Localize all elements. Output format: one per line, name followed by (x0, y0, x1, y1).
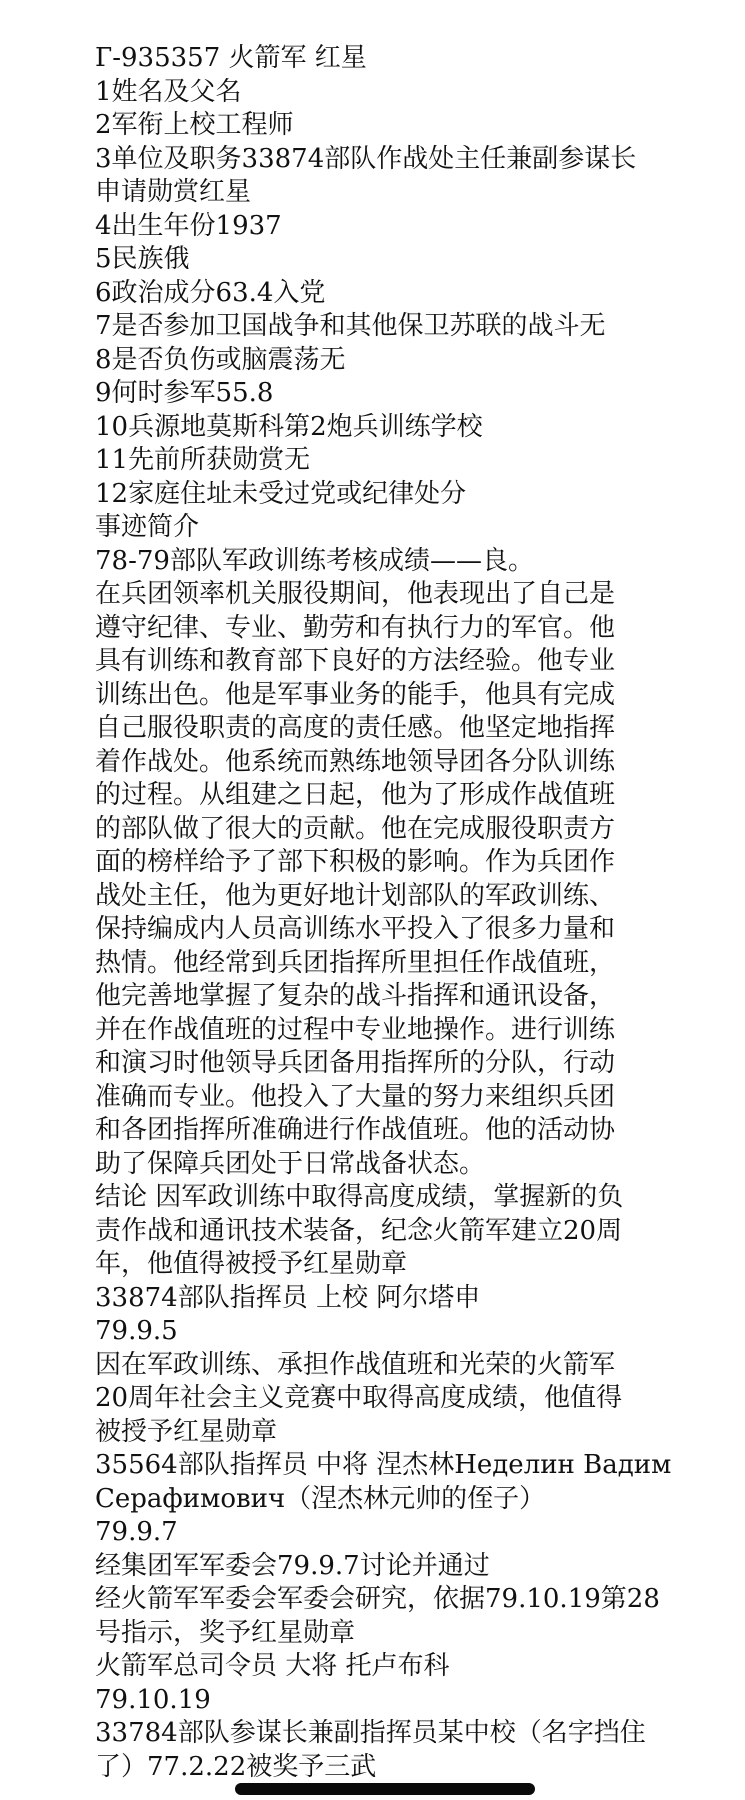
approval-line: 经火箭军军委会军委会研究，依据79.10.19第28 (95, 1584, 660, 1614)
body-line: 的过程。从组建之日起，他为了形成作战值班 (95, 780, 616, 810)
body-line: 具有训练和教育部下良好的方法经验。他专业 (95, 646, 616, 676)
body-line: 和各团指挥所准确进行作战值班。他的活动协 (95, 1115, 616, 1145)
body-line: 战处主任，他为更好地计划部队的军政训练、 (95, 880, 616, 911)
note-line: 33784部队参谋长兼副指挥员某中校（名字挡住 (95, 1718, 646, 1748)
field-8-wounds: 8是否负伤或脑震荡无 (95, 344, 346, 375)
date-line: 79.10.19 (95, 1684, 211, 1715)
field-2-rank: 2军衔上校工程师 (95, 110, 294, 140)
field-6-party: 6政治成分63.4入党 (95, 277, 326, 308)
field-12-address: 12家庭住址未受过党或纪律处分 (95, 478, 467, 509)
body-line: 在兵团领率机关服役期间，他表现出了自己是 (95, 579, 616, 609)
signature-line: 35564部队指挥员 中将 涅杰林Неделин Вадим (95, 1450, 672, 1480)
field-3-unit: 3单位及职务33874部队作战处主任兼副参谋长 (95, 143, 637, 174)
endorsement-line: 被授予红星勋章 (95, 1416, 278, 1447)
signature-line: 火箭军总司令员 大将 托卢布科 (95, 1651, 450, 1681)
body-line: 助了保障兵团处于日常战备状态。 (95, 1148, 486, 1179)
field-4-birth-year: 4出生年份1937 (95, 210, 282, 241)
body-line: 自己服役职责的高度的责任感。他坚定地指挥 (95, 713, 616, 743)
document-body (95, 42, 695, 1784)
conclusion-line: 年，他值得被授予红星勋章 (95, 1249, 408, 1279)
date-line: 79.9.7 (95, 1517, 178, 1547)
body-line: 训练出色。他是军事业务的能手，他具有完成 (95, 679, 616, 710)
body-line: 他完善地掌握了复杂的战斗指挥和通讯设备， (95, 981, 616, 1011)
body-line: 和演习时他领导兵团备用指挥所的分队，行动 (95, 1048, 616, 1078)
body-line: 遵守纪律、专业、勤劳和有执行力的军官。他 (95, 612, 616, 643)
doc-header-line: Г-935357 火箭军 红星 (95, 43, 367, 73)
award-request-line: 申请勋赏红星 (95, 177, 252, 207)
section-heading-deeds: 事迹简介 (95, 512, 200, 542)
endorsement-line: 因在军政训练、承担作战值班和光荣的火箭军 (95, 1349, 616, 1380)
field-7-war-participation: 7是否参加卫国战争和其他保卫苏联的战斗无 (95, 311, 606, 341)
home-indicator-bar[interactable] (235, 1783, 535, 1795)
note-line: 了）77.2.22被奖予三武 (95, 1751, 377, 1782)
body-line: 的部队做了很大的贡献。他在完成服役职责方 (95, 813, 616, 844)
field-10-origin: 10兵源地莫斯科第2炮兵训练学校 (95, 411, 483, 442)
field-11-prior-awards: 11先前所获勋赏无 (95, 445, 311, 475)
endorsement-line: 20周年社会主义竞赛中取得高度成绩，他值得 (95, 1383, 623, 1413)
signature-line: 33874部队指挥员 上校 阿尔塔申 (95, 1282, 481, 1313)
body-line: 保持编成内人员高训练水平投入了很多力量和 (95, 914, 616, 944)
field-5-ethnicity: 5民族俄 (95, 244, 190, 274)
body-line: 并在作战值班的过程中专业地操作。进行训练 (95, 1014, 616, 1045)
body-line: 准确而专业。他投入了大量的努力来组织兵团 (95, 1081, 616, 1112)
body-line: 着作战处。他系统而熟练地领导团各分队训练 (95, 746, 616, 777)
signature-line: Серафимович（涅杰林元帅的侄子） (95, 1483, 546, 1514)
field-9-enlistment: 9何时参军55.8 (95, 378, 274, 408)
approval-line: 经集团军军委会79.9.7讨论并通过 (95, 1550, 490, 1581)
date-line: 79.9.5 (95, 1316, 178, 1346)
approval-line: 号指示，奖予红星勋章 (95, 1617, 356, 1648)
field-1-name: 1姓名及父名 (95, 76, 242, 107)
conclusion-line: 结论 因军政训练中取得高度成绩，掌握新的负 (95, 1182, 624, 1212)
body-line: 面的榜样给予了部下积极的影响。作为兵团作 (95, 847, 616, 877)
body-line: 热情。他经常到兵团指挥所里担任作战值班， (95, 947, 616, 978)
conclusion-line: 责作战和通讯技术装备，纪念火箭军建立20周 (95, 1215, 623, 1246)
body-line: 78-79部队军政训练考核成绩——良。 (95, 545, 534, 576)
